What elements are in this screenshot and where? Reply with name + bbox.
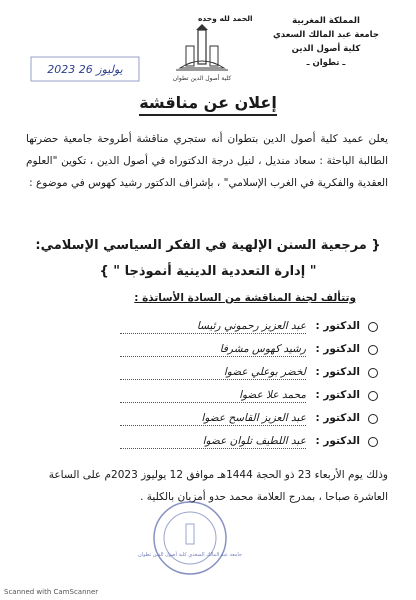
dotted-line xyxy=(120,379,306,380)
dotted-line xyxy=(120,425,306,426)
bullet-icon xyxy=(368,391,378,401)
institution-line: المملكة المغربية xyxy=(292,16,360,26)
member-name: عبد العزيز رحموني رئيسا xyxy=(196,320,306,332)
logo-caption: كلية أصول الدين تطوان xyxy=(172,75,232,82)
dotted-line xyxy=(120,333,306,334)
bullet-icon xyxy=(368,414,378,424)
member-title: الدكتور : xyxy=(315,412,360,424)
committee-member xyxy=(120,412,360,434)
institution-line: ـ تطوان ـ xyxy=(306,58,346,68)
session-details: وذلك يوم الأربعاء 23 ذو الحجة 1444هـ موافق 12 يوليوز 2023م على الساعة العاشرة صباحا ، بمدرج العلامة محمد حدو أمزيان بالكلية . xyxy=(48,469,388,503)
bullet-icon xyxy=(368,322,378,332)
dotted-line xyxy=(120,402,306,403)
member-title: الدكتور : xyxy=(315,389,360,401)
faculty-logo xyxy=(170,24,242,88)
member-title: الدكتور : xyxy=(315,343,360,355)
thesis-title-line: { مرجعية السنن الإلهية في الفكر السياسي الإسلامي: xyxy=(35,238,381,253)
bullet-icon xyxy=(368,437,378,447)
page-title xyxy=(0,93,416,112)
bullet-icon xyxy=(368,368,378,378)
institution-header xyxy=(266,14,386,70)
thesis-title xyxy=(16,233,400,285)
seal-text: جامعة عبد المالك السعدي كلية أصول الدين تطوان xyxy=(138,552,242,558)
member-title: الدكتور : xyxy=(315,435,360,447)
committee-member xyxy=(120,343,360,365)
committee-member xyxy=(120,366,360,388)
member-title: الدكتور : xyxy=(315,366,360,378)
basmala-header: الحمد لله وحده xyxy=(198,14,253,23)
member-title: الدكتور : xyxy=(315,320,360,332)
committee-member xyxy=(120,435,360,457)
committee-member xyxy=(120,320,360,342)
institution-line: كلية أصول الدين xyxy=(291,44,361,54)
dotted-line xyxy=(120,448,306,449)
date-stamp xyxy=(30,56,140,82)
institution-line: جامعة عبد المالك السعدي xyxy=(273,30,379,40)
thesis-title-line: " إدارة التعددية الدينية أنموذجا " } xyxy=(99,264,317,279)
date-stamp-text: 2023 يوليوز 26 xyxy=(47,63,123,76)
member-name: لخضر بوعلي عضوا xyxy=(223,366,306,378)
member-name: رشيد كهوس مشرفا xyxy=(219,343,306,355)
dotted-line xyxy=(120,356,306,357)
official-seal xyxy=(138,498,242,578)
committee-member xyxy=(120,389,360,411)
intro-paragraph: يعلن عميد كلية أصول الدين بتطوان أنه ستجري مناقشة أطروحة جامعية حضرتها الطالبة الباحثة : سعاد منديل ، لنيل درجة الدكتوراه في أصول الدين ، تكوين "العلوم العقدية والفكرية في الغرب الإسلامي" ، بإشراف الدكتور رشيد كهوس في موضوع : xyxy=(26,133,388,189)
bullet-icon xyxy=(368,345,378,355)
committee-heading: وتتألف لجنة المناقشة من السادة الأساتذة : xyxy=(134,292,356,304)
member-name: عبد العزيز القاسح عضوا xyxy=(201,412,306,424)
member-name: محمد علا عضوا xyxy=(239,389,306,401)
scanner-watermark: Scanned with CamScanner xyxy=(4,588,99,596)
page-title-text: إعلان عن مناقشة xyxy=(139,93,277,116)
member-name: عبد اللطيف تلوان عضوا xyxy=(202,435,306,447)
